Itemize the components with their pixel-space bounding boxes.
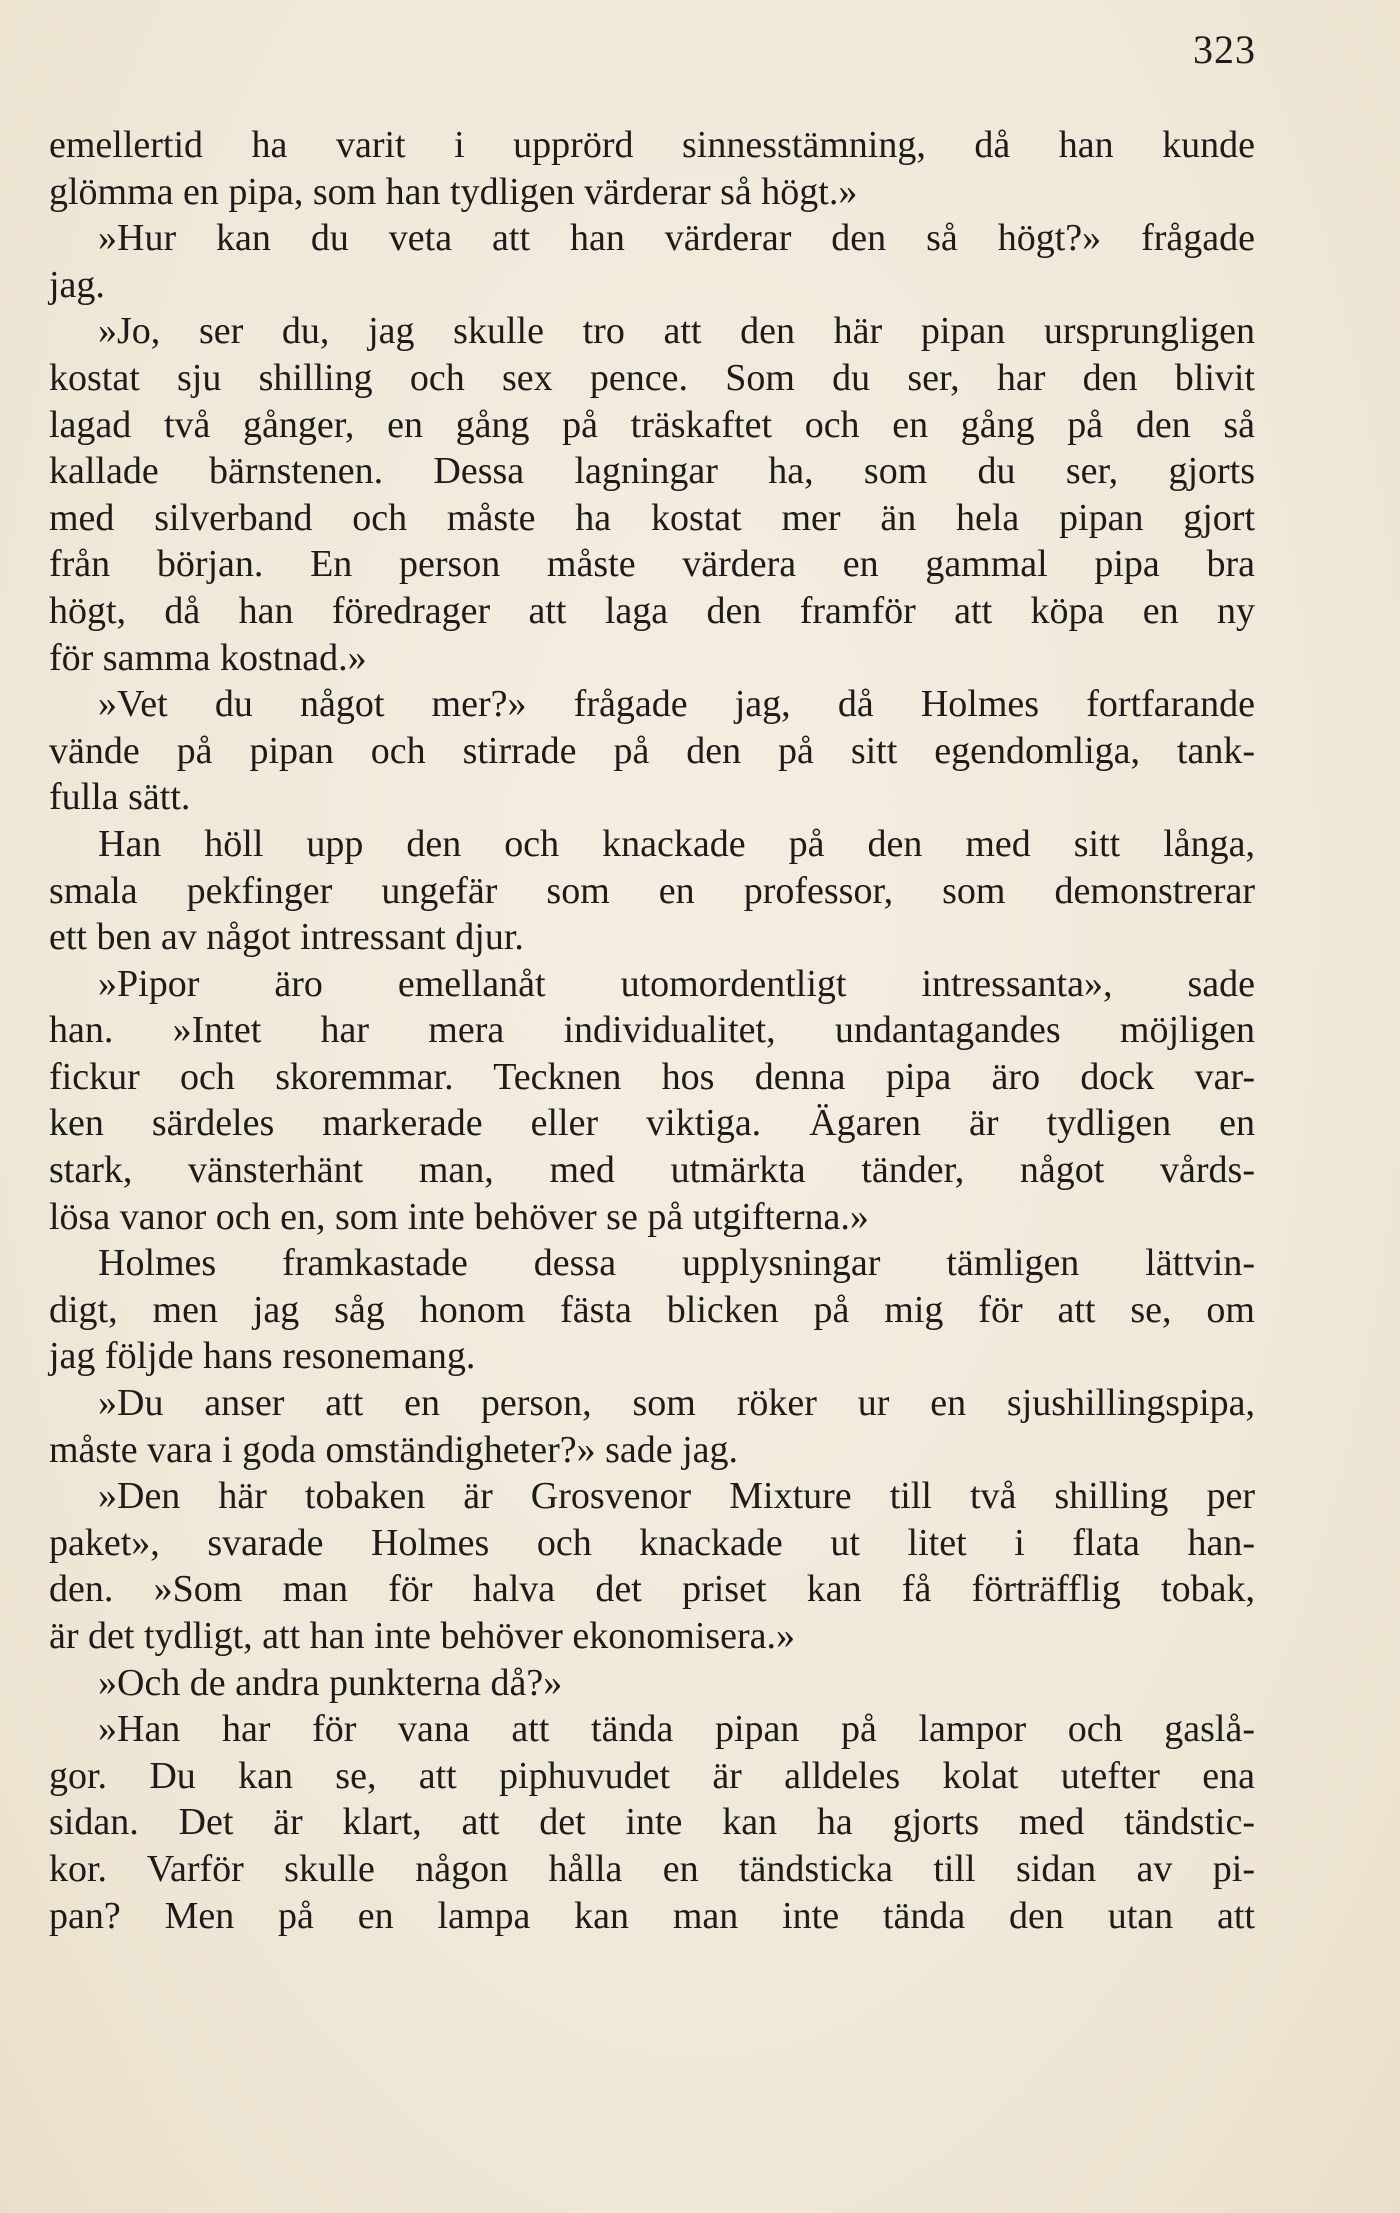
text-line: den. »Som man för halva det priset kan få förträfflig tobak,	[49, 1568, 1255, 1611]
text-line: »Vet du något mer?» frågade jag, då Holmes fortfarande	[98, 683, 1255, 726]
text-line: gor. Du kan se, att piphuvudet är alldeles kolat utefter ena	[49, 1754, 1255, 1797]
text-line: digt, men jag såg honom fästa blicken på mig för att se, om	[49, 1288, 1255, 1331]
text-line: »Du anser att en person, som röker ur en sjushillingspipa,	[98, 1382, 1255, 1425]
text-line: pan? Men på en lampa kan man inte tända den utan att	[49, 1894, 1255, 1937]
text-line: kor. Varför skulle någon hålla en tändsticka till sidan av pi-	[49, 1847, 1255, 1890]
text-line: lösa vanor och en, som inte behöver se på utgifterna.»	[49, 1195, 869, 1238]
text-line: ken särdeles markerade eller viktiga. Ägaren är tydligen en	[49, 1102, 1255, 1145]
text-line: fickur och skoremmar. Tecknen hos denna pipa äro dock var-	[49, 1055, 1255, 1098]
text-line: Han höll upp den och knackade på den med sitt långa,	[98, 822, 1255, 865]
text-line: »Han har för vana att tända pipan på lampor och gaslå-	[98, 1708, 1255, 1751]
text-line: »Den här tobaken är Grosvenor Mixture till två shilling per	[98, 1475, 1255, 1518]
text-line: sidan. Det är klart, att det inte kan ha gjorts med tändstic-	[49, 1801, 1255, 1844]
page-number: 323	[1193, 27, 1256, 72]
text-line: högt, då han föredrager att laga den framför att köpa en ny	[49, 589, 1255, 632]
text-line: måste vara i goda omständigheter?» sade jag.	[49, 1428, 739, 1471]
text-line: ett ben av något intressant djur.	[49, 916, 524, 959]
text-line: jag.	[49, 263, 105, 306]
text-line: glömma en pipa, som han tydligen värderar så högt.»	[49, 170, 858, 213]
text-line: »Hur kan du veta att han värderar den så högt?» frågade	[98, 217, 1255, 260]
text-line: från början. En person måste värdera en gammal pipa bra	[49, 543, 1255, 586]
text-line: stark, vänsterhänt man, med utmärkta tänder, något vårds-	[49, 1149, 1255, 1192]
text-line: smala pekfinger ungefär som en professor, som demonstrerar	[49, 869, 1255, 912]
text-line: han. »Intet har mera individualitet, undantagandes möjligen	[49, 1009, 1255, 1052]
text-line: fulla sätt.	[49, 776, 191, 819]
text-line: Holmes framkastade dessa upplysningar tämligen lättvin-	[98, 1242, 1255, 1285]
text-line: kallade bärnstenen. Dessa lagningar ha, som du ser, gjorts	[49, 450, 1255, 493]
text-line: paket», svarade Holmes och knackade ut litet i flata han-	[49, 1521, 1255, 1564]
text-line: »Pipor äro emellanåt utomordentligt intressanta», sade	[98, 962, 1255, 1005]
text-line: emellertid ha varit i upprörd sinnesstämning, då han kunde	[49, 124, 1255, 166]
text-line: »Och de andra punkterna då?»	[98, 1661, 563, 1704]
text-line: är det tydligt, att han inte behöver ekonomisera.»	[49, 1615, 796, 1657]
text-line: jag följde hans resonemang.	[49, 1335, 476, 1378]
text-line: med silverband och måste ha kostat mer än hela pipan gjort	[49, 496, 1255, 539]
text-line: »Jo, ser du, jag skulle tro att den här pipan ursprungligen	[98, 310, 1255, 353]
body-text	[49, 122, 1255, 1939]
text-line: vände på pipan och stirrade på den på sitt egendomliga, tank-	[49, 729, 1255, 772]
text-line: för samma kostnad.»	[49, 636, 367, 679]
text-line: lagad två gånger, en gång på träskaftet och en gång på den så	[49, 403, 1255, 446]
text-line: kostat sju shilling och sex pence. Som du ser, har den blivit	[49, 356, 1255, 399]
